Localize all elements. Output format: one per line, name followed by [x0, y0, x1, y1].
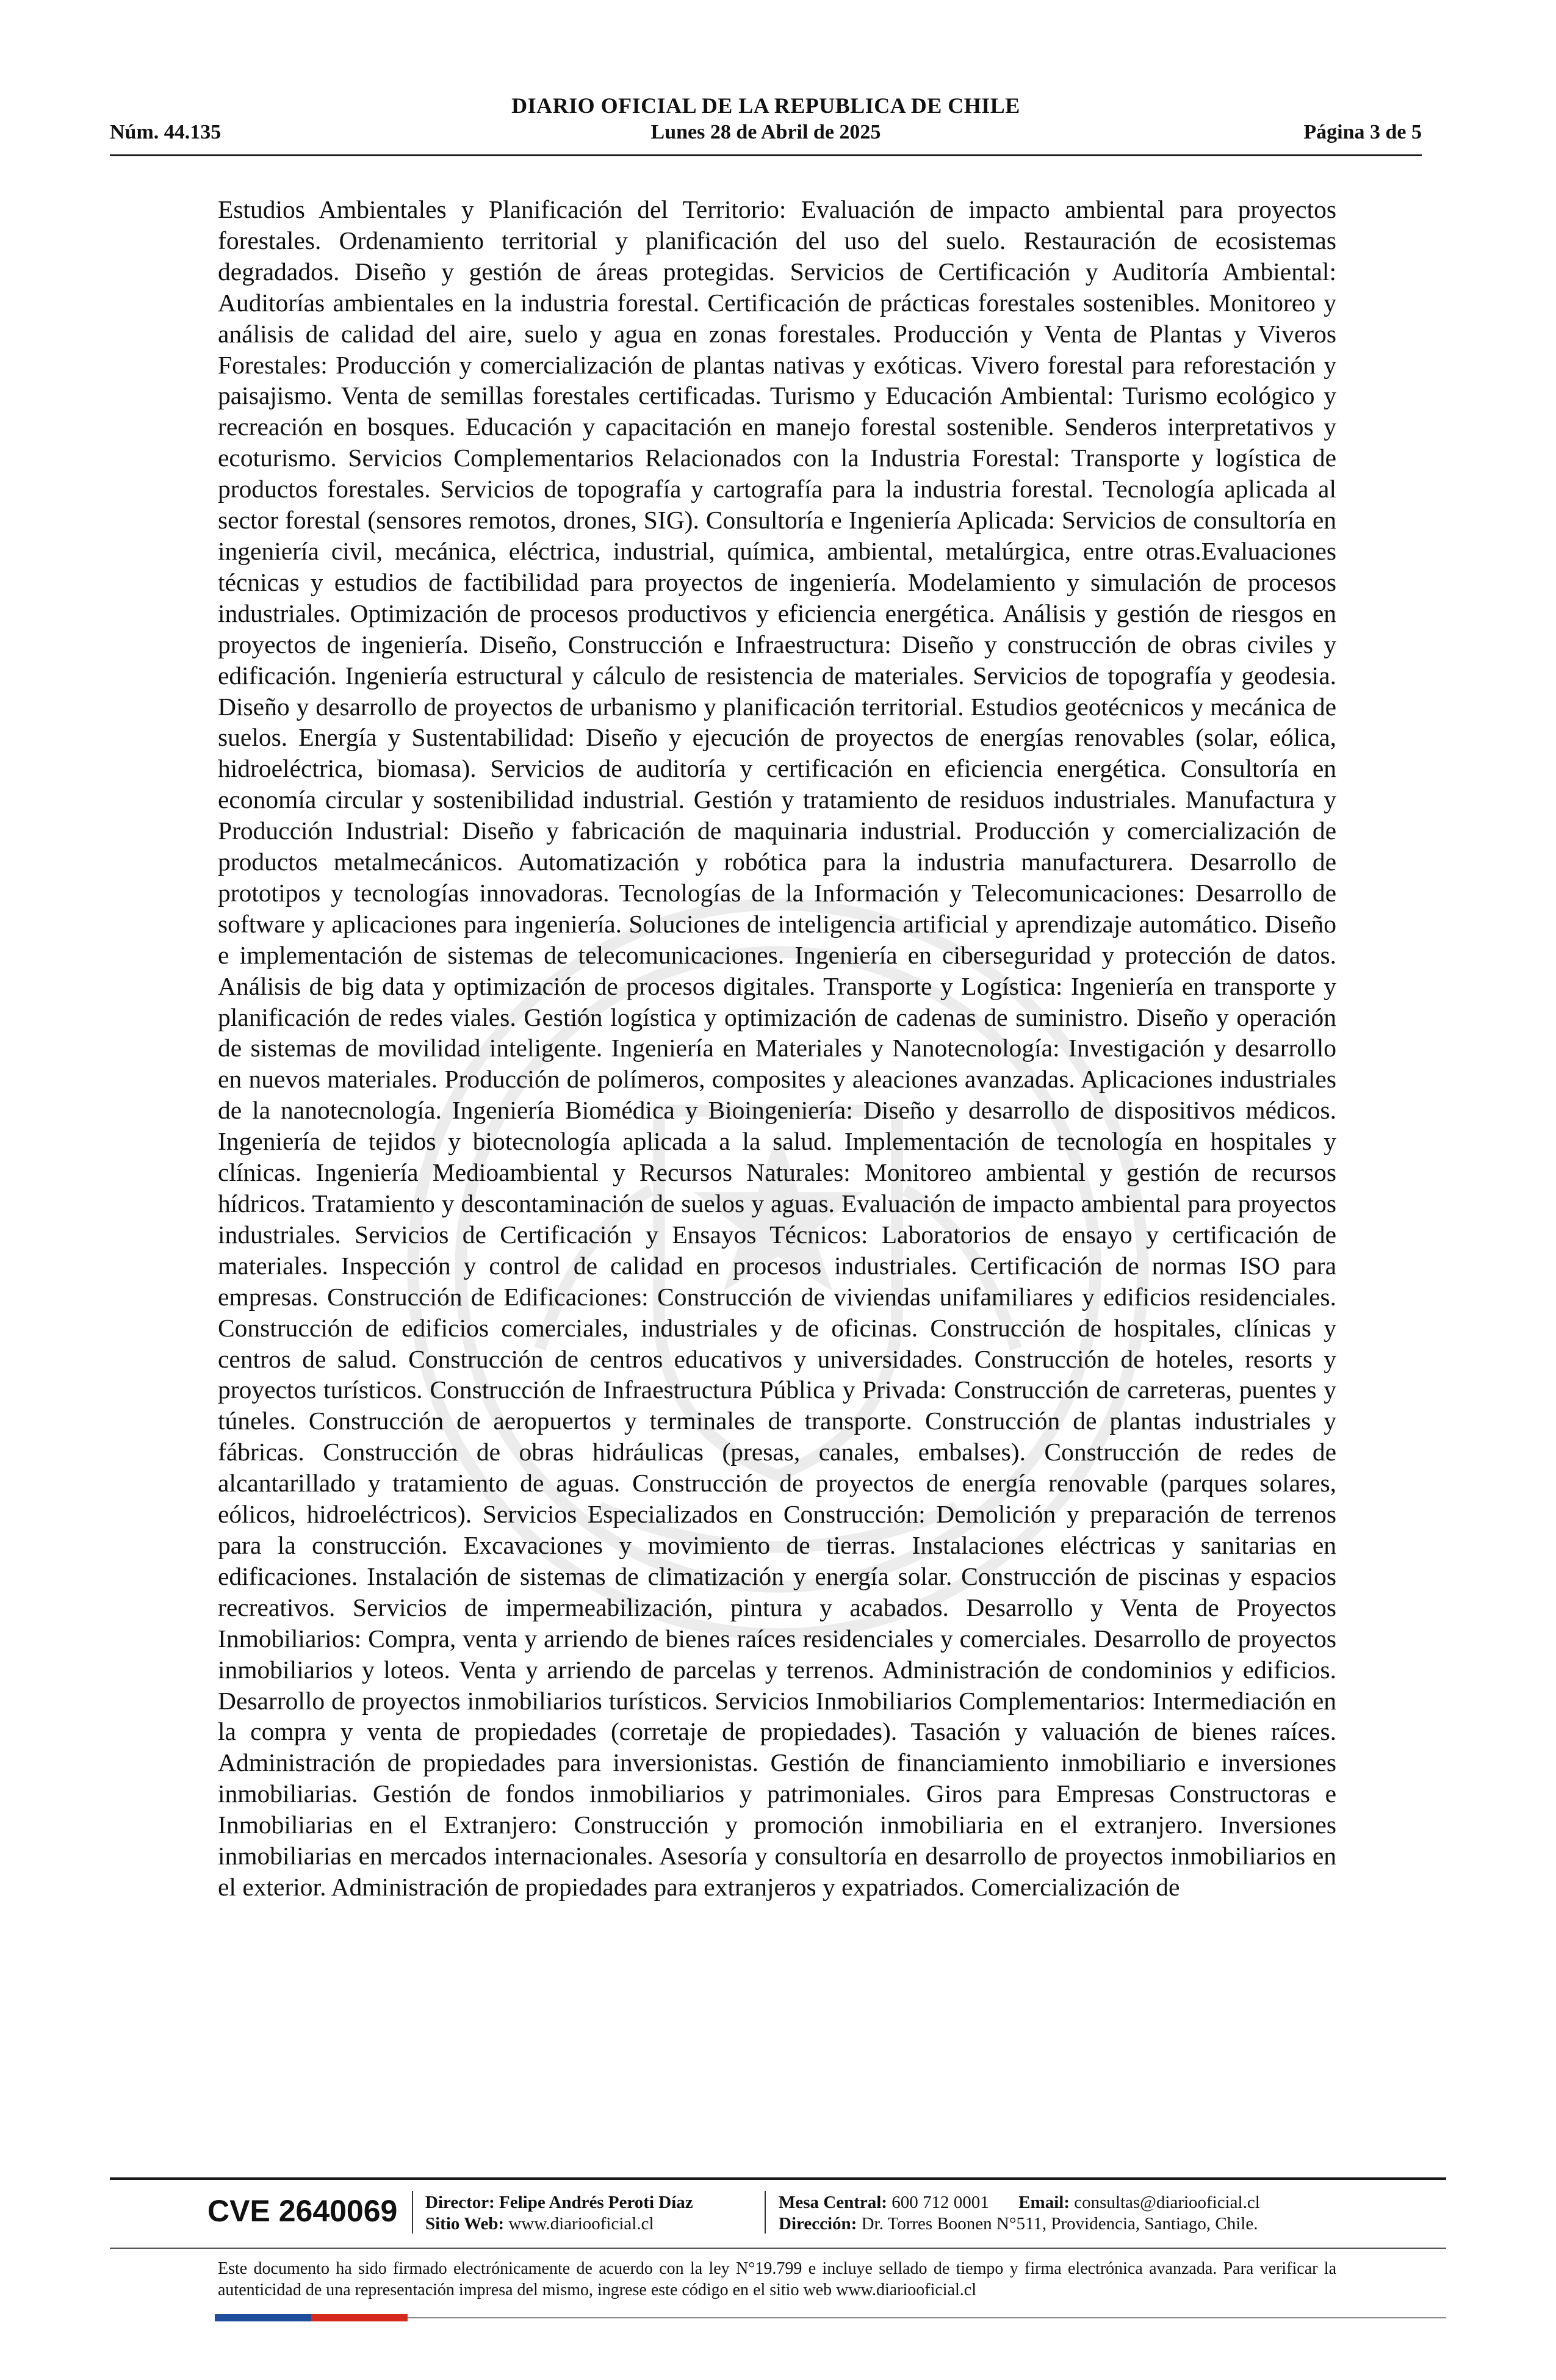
page-header: [110, 93, 1422, 159]
footer-divider-middle: [110, 2248, 1446, 2249]
footer-separator: [765, 2191, 766, 2234]
issue-date: Lunes 28 de Abril de 2025: [650, 121, 881, 143]
footer-divider-bottom: [408, 2317, 1446, 2318]
flag-blue-segment: [215, 2314, 311, 2321]
flag-color-bar: [215, 2314, 408, 2321]
newspaper-title: DIARIO OFICIAL DE LA REPUBLICA DE CHILE: [511, 93, 1020, 118]
email-address[interactable]: consultas@diariooficial.cl: [1074, 2193, 1260, 2212]
website-label: Sitio Web:: [425, 2214, 505, 2234]
issue-number: Núm. 44.135: [110, 121, 222, 143]
mesa-central-label: Mesa Central:: [779, 2193, 887, 2212]
footer-director-block: [425, 2192, 693, 2235]
header-divider: [110, 154, 1422, 156]
signature-disclaimer: Este documento ha sido firmado electrónicamente de acuerdo con la ley N°19.799 e incluye sellado de tiempo y firma electrónica avanzada. Para verificar la autenticidad de una representación impresa del mismo, ingrese este código en el sitio web www.diariooficial.cl: [218, 2259, 1336, 2299]
footer-contact-block: [779, 2192, 1260, 2235]
page-number: Página 3 de 5: [1303, 121, 1422, 143]
cve-code: CVE 2640069: [207, 2194, 398, 2228]
flag-red-segment: [311, 2314, 408, 2321]
footer-separator: [412, 2191, 413, 2234]
body-paragraph: Estudios Ambientales y Planificación del Territorio: Evaluación de impacto ambiental para proyectos forestales. Ordenamiento territorial y planificación del uso del suelo. Restauración de ecosistemas degradados. Diseño y gestión de áreas protegidas. Servicios de Certificación y Auditoría Ambiental: Auditorías ambientales en la industria forestal. Certificación de prácticas forestales sostenibles. Monitoreo y análisis de calidad del aire, suelo y agua en zonas forestales. Producción y Venta de Plantas y Viveros Forestales: Producción y comercialización de plantas nativas y exóticas. Vivero forestal para reforestación y paisajismo. Venta de semillas forestales certificadas. Turismo y Educación Ambiental: Turismo ecológico y recreación en bosques. Educación y capacitación en manejo forestal sostenible. Senderos interpretativos y ecoturismo. Servicios Complementarios Relacionados con la Industria Forestal: Transporte y logística de productos forestales. Servicios de topografía y cartografía para la industria forestal. Tecnología aplicada al sector forestal (sensores remotos, drones, SIG). Consultoría e Ingeniería Aplicada: Servicios de consultoría en ingeniería civil, mecánica, eléctrica, industrial, química, ambiental, metalúrgica, entre otras.Evaluaciones técnicas y estudios de factibilidad para proyectos de ingeniería. Modelamiento y simulación de procesos industriales. Optimización de procesos productivos y eficiencia energética. Análisis y gestión de riesgos en proyectos de ingeniería. Diseño, Construcción e Infraestructura: Diseño y construcción de obras civiles y edificación. Ingeniería estructural y cálculo de resistencia de materiales. Servicios de topografía y geodesia. Diseño y desarrollo de proyectos de urbanismo y planificación territorial. Estudios geotécnicos y mecánica de suelos. Energía y Sustentabilidad: Diseño y ejecución de proyectos de energías renovables (solar, eólica, hidroeléctrica, biomasa). Servicios de auditoría y certificación en eficiencia energética. Consultoría en economía circular y sostenibilidad industrial. Gestión y tratamiento de residuos industriales. Manufactura y Producción Industrial: Diseño y fabricación de maquinaria industrial. Producción y comercialización de productos metalmecánicos. Automatización y robótica para la industria manufacturera. Desarrollo de prototipos y tecnologías innovadoras. Tecnologías de la Información y Telecomunicaciones: Desarrollo de software y aplicaciones para ingeniería. Soluciones de inteligencia artificial y aprendizaje automático. Diseño e implementación de sistemas de telecomunicaciones. Ingeniería en ciberseguridad y protección de datos. Análisis de big data y optimización de procesos digitales. Transporte y Logística: Ingeniería en transporte y planificación de redes viales. Gestión logística y optimización de cadenas de suministro. Diseño y operación de sistemas de movilidad inteligente. Ingeniería en Materiales y Nanotecnología: Investigación y desarrollo en nuevos materiales. Producción de polímeros, composites y aleaciones avanzadas. Aplicaciones industriales de la nanotecnología. Ingeniería Biomédica y Bioingeniería: Diseño y desarrollo de dispositivos médicos. Ingeniería de tejidos y biotecnología aplicada a la salud. Implementación de tecnología en hospitales y clínicas. Ingeniería Medioambiental y Recursos Naturales: Monitoreo ambiental y gestión de recursos hídricos. Tratamiento y descontaminación de suelos y aguas. Evaluación de impacto ambiental para proyectos industriales. Servicios de Certificación y Ensayos Técnicos: Laboratorios de ensayo y certificación de materiales. Inspección y control de calidad en procesos industriales. Certificación de normas ISO para empresas. Construcción de Edificaciones: Construcción de viviendas unifamiliares y edificios residenciales. Construcción de edificios comerciales, industriales y de oficinas. Construcción de hospitales, clínicas y centros de salud. Construcción de centros educativos y universidades. Construcción de hoteles, resorts y proyectos turísticos. Construcción de Infraestructura Pública y Privada: Construcción de carreteras, puentes y túneles. Construcción de aeropuertos y terminales de transporte. Construcción de plantas industriales y fábricas. Construcción de obras hidráulicas (presas, canales, embalses). Construcción de redes de alcantarillado y tratamiento de aguas. Construcción de proyectos de energía renovable (parques solares, eólicos, hidroeléctricos). Servicios Especializados en Construcción: Demolición y preparación de terrenos para la construcción. Excavaciones y movimiento de tierras. Instalaciones eléctricas y sanitarias en edificaciones. Instalación de sistemas de climatización y energía solar. Construcción de piscinas y espacios recreativos. Servicios de impermeabilización, pintura y acabados. Desarrollo y Venta de Proyectos Inmobiliarios: Compra, venta y arriendo de bienes raíces residenciales y comerciales. Desarrollo de proyectos inmobiliarios y loteos. Venta y arriendo de parcelas y terrenos. Administración de condominios y edificios. Desarrollo de proyectos inmobiliarios turísticos. Servicios Inmobiliarios Complementarios: Intermediación en la compra y venta de propiedades (corretaje de propiedades). Tasación y valuación de bienes raíces. Administración de propiedades para inversionistas. Gestión de financiamiento inmobiliario e inversiones inmobiliarias. Gestión de fondos inmobiliarios y patrimoniales. Giros para Empresas Constructoras e Inmobiliarias en el Extranjero: Construcción y promoción inmobiliaria en el extranjero. Inversiones inmobiliarias en mercados internacionales. Asesoría y consultoría en desarrollo de proyectos inmobiliarios en el exterior. Administración de propiedades para extranjeros y expatriados. Comercialización de: [218, 195, 1336, 1901]
address-text: Dr. Torres Boonen N°511, Providencia, Santiago, Chile.: [861, 2214, 1258, 2234]
mesa-central-phone: 600 712 0001: [891, 2193, 989, 2212]
website-link[interactable]: www.diariooficial.cl: [508, 2214, 654, 2234]
director-label: Director:: [425, 2193, 495, 2212]
footer-divider-top: [110, 2177, 1446, 2180]
address-label: Dirección:: [779, 2214, 857, 2234]
email-label: Email:: [1018, 2193, 1070, 2212]
director-name: Felipe Andrés Peroti Díaz: [499, 2193, 693, 2212]
